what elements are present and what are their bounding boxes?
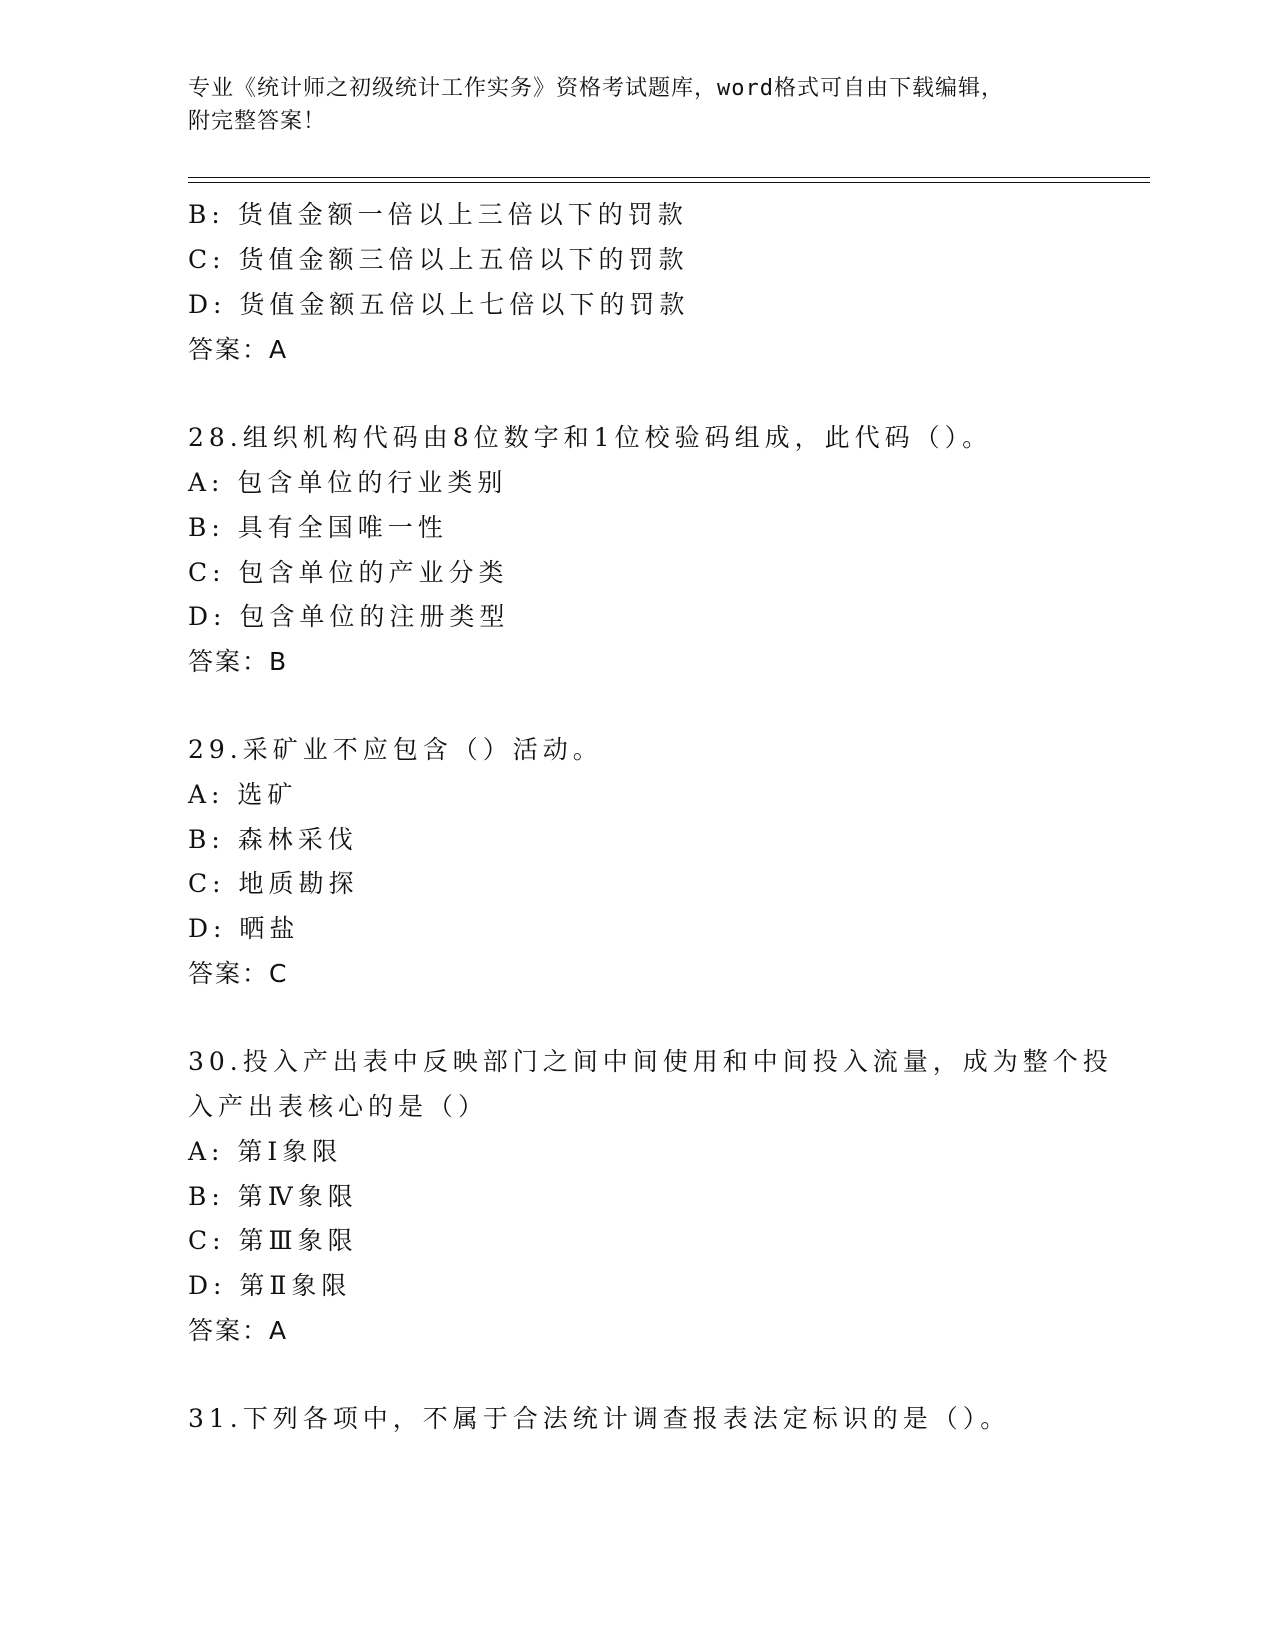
q29-option-a: A: 选矿	[188, 780, 298, 809]
header-line-1: 专业《统计师之初级统计工作实务》资格考试题库，word格式可自由下载编辑，	[188, 76, 1004, 101]
q29-question: 29.采矿业不应包含（）活动。	[188, 735, 603, 764]
q30-option-a: A: 第Ⅰ象限	[188, 1137, 343, 1166]
q30-answer: 答案：A	[188, 1316, 289, 1345]
q28-option-c: C: 包含单位的产业分类	[188, 558, 509, 587]
q31-question: 31.下列各项中，不属于合法统计调查报表法定标识的是（）。	[188, 1404, 1011, 1433]
q30-option-c: C: 第Ⅲ象限	[188, 1226, 358, 1255]
q29-answer: 答案：C	[188, 959, 289, 988]
q30-question-line-2: 入产出表核心的是（）	[188, 1092, 489, 1121]
header-line-2: 附完整答案！	[188, 109, 327, 134]
q27-answer: 答案：A	[188, 335, 289, 364]
header-divider-bottom	[188, 182, 1150, 183]
q28-answer: 答案：B	[188, 647, 289, 676]
q29-option-c: C: 地质勘探	[188, 869, 359, 898]
q27-option-c: C: 货值金额三倍以上五倍以下的罚款	[188, 245, 689, 274]
header-divider-top	[188, 177, 1150, 178]
document-header	[188, 72, 1088, 138]
q28-question: 28.组织机构代码由8位数字和1位校验码组成，此代码（）。	[188, 423, 993, 452]
q28-option-d: D: 包含单位的注册类型	[188, 602, 510, 631]
q29-option-b: B: 森林采伐	[188, 825, 358, 854]
q29-option-d: D: 晒盐	[188, 914, 300, 943]
q28-option-b: B: 具有全国唯一性	[188, 513, 448, 542]
q30-option-d: D: 第Ⅱ象限	[188, 1271, 352, 1300]
q30-question-line-1: 30.投入产出表中反映部门之间中间使用和中间投入流量，成为整个投	[188, 1047, 1113, 1076]
q30-option-b: B: 第Ⅳ象限	[188, 1182, 358, 1211]
q27-option-b: B: 货值金额一倍以上三倍以下的罚款	[188, 200, 688, 229]
q27-option-d: D: 货值金额五倍以上七倍以下的罚款	[188, 290, 690, 319]
q28-option-a: A: 包含单位的行业类别	[188, 468, 508, 497]
